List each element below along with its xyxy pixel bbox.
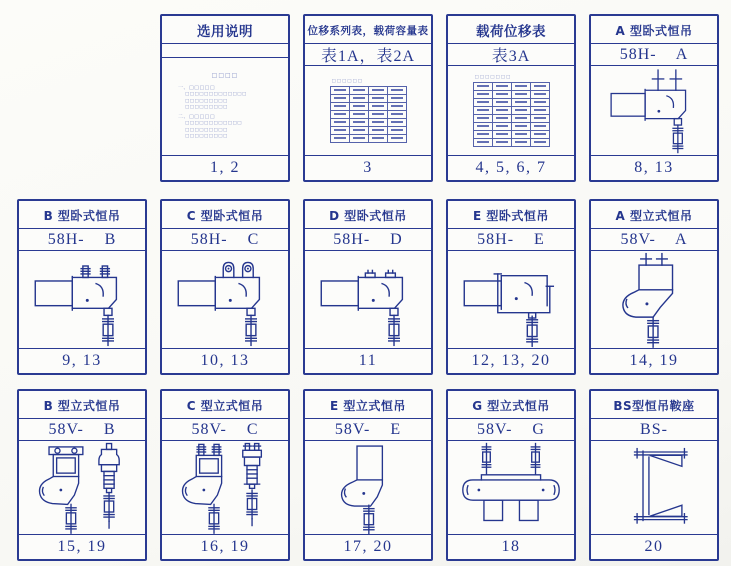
panel-pages: 3 <box>305 155 431 180</box>
panel-code: 58H- D <box>305 229 431 251</box>
panel-code: 58H- C <box>162 229 288 251</box>
panel-code: 58V- G <box>448 419 574 441</box>
panel-title: D 型卧式恒吊 <box>305 201 431 229</box>
panel-title: A 型卧式恒吊 <box>591 16 717 44</box>
panel-58H-C <box>160 199 290 375</box>
mini-table-cell <box>530 138 549 146</box>
mini-table-cell <box>492 130 511 138</box>
panel-body <box>591 251 717 348</box>
notes-line: □□□□□□□□□□□□ <box>185 121 243 126</box>
panel-body <box>305 441 431 534</box>
mini-table-cell <box>330 86 349 94</box>
panel-pages: 12, 13, 20 <box>448 348 574 373</box>
mini-table-cell <box>330 126 349 134</box>
hanger-drawing-BS-saddle <box>591 441 717 534</box>
mini-table-cell <box>473 122 492 130</box>
panel-code: 58V- E <box>305 419 431 441</box>
panel-58H-D <box>303 199 433 375</box>
mini-table-cell <box>330 118 349 126</box>
panel-body <box>162 58 288 155</box>
mini-table-cell <box>349 118 368 126</box>
mini-table-cell <box>387 118 406 126</box>
panel-pages: 14, 19 <box>591 348 717 373</box>
panel-58V-A <box>589 199 719 375</box>
panel-code: 58H- E <box>448 229 574 251</box>
mini-table-cell <box>368 102 387 110</box>
mini-table-cell <box>530 90 549 98</box>
hanger-drawing-58V-B <box>19 441 145 534</box>
mini-table-cell <box>387 126 406 134</box>
panel-pages: 11 <box>305 348 431 373</box>
notes-line: 二、□□□□□ <box>178 113 216 120</box>
panel-displacement-series-tables <box>303 14 433 182</box>
panel-pages: 17, 20 <box>305 534 431 559</box>
mini-table-cell <box>473 130 492 138</box>
panel-58H-A <box>589 14 719 182</box>
notes-line: □□□□□□□□□□□□□ <box>185 91 247 97</box>
panel-title: C 型卧式恒吊 <box>162 201 288 229</box>
mini-table-cell <box>368 86 387 94</box>
panel-BS-saddle <box>589 389 719 561</box>
mini-table-grid <box>473 82 550 147</box>
panel-code: BS- <box>591 419 717 441</box>
panel-title: G 型立式恒吊 <box>448 391 574 419</box>
panel-code: 58H- A <box>591 44 717 66</box>
notes-line: □□□□□□□□□ <box>185 127 228 133</box>
mini-table-cell <box>530 106 549 114</box>
mini-table-cell <box>349 110 368 118</box>
hanger-drawing-58V-A <box>591 251 717 348</box>
panel-title: BS型恒吊鞍座 <box>591 391 717 419</box>
panel-title: E 型卧式恒吊 <box>448 201 574 229</box>
panel-pages: 9, 13 <box>19 348 145 373</box>
panel-code: 表3A <box>448 44 574 66</box>
panel-body <box>591 441 717 534</box>
panel-body <box>448 441 574 534</box>
panel-title: B 型立式恒吊 <box>19 391 145 419</box>
mini-table-cell <box>368 134 387 142</box>
mini-table-cell <box>530 98 549 106</box>
hanger-drawing-58H-B <box>19 251 145 348</box>
hanger-drawing-58V-G <box>448 441 574 534</box>
hanger-drawing-58V-E <box>305 441 431 534</box>
panel-pages: 15, 19 <box>19 534 145 559</box>
mini-table-cell <box>511 122 530 130</box>
panel-code: 58V- B <box>19 419 145 441</box>
panel-body <box>591 66 717 155</box>
mini-table-cell <box>492 114 511 122</box>
mini-table-cell <box>473 90 492 98</box>
panel-body <box>305 251 431 348</box>
notes-line: □□□□□□□□□ <box>185 105 228 111</box>
mini-table-cell <box>368 118 387 126</box>
panel-pages: 1, 2 <box>162 155 288 180</box>
hanger-drawing-58H-E <box>448 251 574 348</box>
mini-table-cell <box>492 122 511 130</box>
mini-table-cell <box>387 102 406 110</box>
panel-load-displacement-table <box>446 14 576 182</box>
panel-58H-B <box>17 199 147 375</box>
mini-table-cell <box>511 106 530 114</box>
panel-pages: 20 <box>591 534 717 559</box>
panel-pages: 4, 5, 6, 7 <box>448 155 574 180</box>
panel-pages: 16, 19 <box>162 534 288 559</box>
mini-table-cell <box>368 126 387 134</box>
mini-table-cell <box>387 134 406 142</box>
panel-pages: 18 <box>448 534 574 559</box>
mini-table-cell <box>473 82 492 90</box>
mini-table-cell <box>349 94 368 102</box>
panel-58V-G <box>446 389 576 561</box>
panel-selection-notes <box>160 14 290 182</box>
mini-table-cell <box>349 86 368 94</box>
panel-title: C 型立式恒吊 <box>162 391 288 419</box>
mini-table-cell <box>492 106 511 114</box>
mini-data-table <box>473 75 550 147</box>
mini-table-cell <box>492 82 511 90</box>
notes-line: 一、□□□□□ <box>178 84 216 91</box>
mini-table-cell <box>530 130 549 138</box>
panel-body <box>448 66 574 155</box>
hanger-drawing-58H-A <box>591 66 717 155</box>
mini-table-cell <box>349 102 368 110</box>
mini-table-cell <box>473 106 492 114</box>
panel-code: 58V- A <box>591 229 717 251</box>
panel-58V-B <box>17 389 147 561</box>
mini-table-cell <box>330 102 349 110</box>
panel-body <box>448 251 574 348</box>
panel-title: B 型卧式恒吊 <box>19 201 145 229</box>
panel-code: 58H- B <box>19 229 145 251</box>
mini-table-cell <box>368 94 387 102</box>
hanger-drawing-58H-D <box>305 251 431 348</box>
panel-title: 选用说明 <box>162 16 288 44</box>
mini-table-cell <box>368 110 387 118</box>
mini-table-cell <box>349 126 368 134</box>
hanger-drawing-58H-C <box>162 251 288 348</box>
mini-data-table <box>330 79 407 143</box>
mini-table-cell <box>511 90 530 98</box>
panel-58H-E <box>446 199 576 375</box>
panel-title: 载荷位移表 <box>448 16 574 44</box>
panel-title: E 型立式恒吊 <box>305 391 431 419</box>
panel-body <box>19 251 145 348</box>
panel-58V-E <box>303 389 433 561</box>
panel-body <box>162 441 288 534</box>
panel-58V-C <box>160 389 290 561</box>
panel-code: 58V- C <box>162 419 288 441</box>
mini-table-cell <box>473 138 492 146</box>
hanger-drawing-58V-C <box>162 441 288 534</box>
mini-table-cell <box>530 82 549 90</box>
panel-code <box>162 44 288 58</box>
mini-table-cell <box>387 110 406 118</box>
mini-table-cell <box>511 130 530 138</box>
mini-table-cell <box>511 98 530 106</box>
panel-title: 位移系列表，载荷容量表 <box>305 16 431 44</box>
mini-table-cell <box>492 90 511 98</box>
mini-table-cell <box>492 138 511 146</box>
panel-pages: 8, 13 <box>591 155 717 180</box>
selection-notes-text <box>162 72 288 141</box>
panel-title: A 型立式恒吊 <box>591 201 717 229</box>
mini-table-cell <box>387 86 406 94</box>
mini-table-cell <box>387 94 406 102</box>
mini-table-cell <box>530 122 549 130</box>
panel-body <box>19 441 145 534</box>
mini-table-cell <box>511 82 530 90</box>
mini-table-cell <box>473 98 492 106</box>
notes-line: □□□□□□□□□ <box>185 98 228 104</box>
mini-table-caption: □□□□□□□ <box>474 74 512 80</box>
panel-code: 表1A，表2A <box>305 44 431 66</box>
mini-table-cell <box>511 114 530 122</box>
mini-table-cell <box>349 134 368 142</box>
mini-table-cell <box>492 98 511 106</box>
mini-table-cell <box>473 114 492 122</box>
mini-table-grid <box>330 86 407 143</box>
mini-table-cell <box>511 138 530 146</box>
mini-table-cell <box>330 134 349 142</box>
notes-line: □□□□ <box>211 72 239 80</box>
mini-table-cell <box>330 110 349 118</box>
panel-body <box>162 251 288 348</box>
notes-line: □□□□□□□□□ <box>185 134 228 140</box>
mini-table-caption: □□□□□□ <box>331 78 364 84</box>
panel-pages: 10, 13 <box>162 348 288 373</box>
mini-table-cell <box>330 94 349 102</box>
mini-table-cell <box>530 114 549 122</box>
panel-body <box>305 66 431 155</box>
